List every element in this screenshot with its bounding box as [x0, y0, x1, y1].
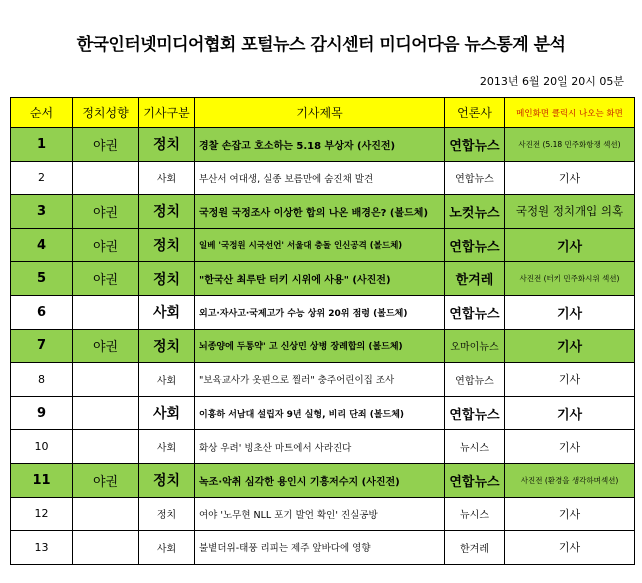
cell-headline: 경찰 손잡고 호소하는 5.18 부상자 (사진전)	[195, 128, 445, 162]
table-row	[11, 497, 635, 531]
cell-screen: 사진전 (환경을 생각하며섹션)	[505, 463, 635, 497]
cell-order: 12	[11, 497, 73, 531]
cell-headline: 불볕더위-태풍 리피는 제주 앞바다에 영향	[195, 531, 445, 565]
report-date: 2013년 6월 20일 20시 05분	[479, 75, 624, 88]
cell-order: 11	[11, 463, 73, 497]
cell-press: 연합뉴스	[445, 228, 505, 262]
cell-press: 한겨레	[445, 262, 505, 296]
cell-screen: 기사	[505, 497, 635, 531]
cell-screen: 기사	[505, 161, 635, 195]
header-screen: 메인화면 클릭시 나오는 화면	[505, 98, 635, 128]
cell-headline: 국정원 국정조사 이상한 합의 나온 배경은? (볼드체)	[195, 195, 445, 229]
cell-press: 뉴시스	[445, 497, 505, 531]
cell-political	[73, 430, 139, 464]
cell-headline: 뇌종양에 두통약' 고 신상민 상병 장례합의 (볼드체)	[195, 329, 445, 363]
cell-category: 사회	[139, 363, 195, 397]
table-row	[11, 295, 635, 329]
cell-headline: 일베 '국정원 시국선언' 서울대 충돌 인신공격 (볼드체)	[195, 228, 445, 262]
table-row	[11, 463, 635, 497]
table-row	[11, 430, 635, 464]
cell-order: 8	[11, 363, 73, 397]
cell-screen: 기사	[505, 430, 635, 464]
cell-category: 정치	[139, 262, 195, 296]
cell-political	[73, 396, 139, 430]
cell-order: 10	[11, 430, 73, 464]
cell-category: 정치	[139, 497, 195, 531]
table-row	[11, 228, 635, 262]
table-row	[11, 363, 635, 397]
cell-political	[73, 161, 139, 195]
table-row	[11, 161, 635, 195]
cell-screen: 기사	[505, 363, 635, 397]
table-row	[11, 531, 635, 565]
cell-headline: 부산서 여대생, 실종 보름만에 숨진채 발견	[195, 161, 445, 195]
cell-category: 사회	[139, 295, 195, 329]
cell-order: 6	[11, 295, 73, 329]
cell-screen: 기사	[505, 396, 635, 430]
cell-headline: "한국산 최루탄 터키 시위에 사용" (사진전)	[195, 262, 445, 296]
table-row	[11, 396, 635, 430]
cell-headline: 이흥하 서남대 설립자 9년 실형, 비리 단죄 (볼드체)	[195, 396, 445, 430]
cell-order: 3	[11, 195, 73, 229]
header-political: 정치성향	[73, 98, 139, 128]
cell-political: 야권	[73, 262, 139, 296]
cell-headline: 녹조·악취 심각한 용인시 기흥저수지 (사진전)	[195, 463, 445, 497]
cell-political	[73, 531, 139, 565]
table-row	[11, 262, 635, 296]
news-stats-table	[10, 97, 635, 565]
cell-category: 정치	[139, 463, 195, 497]
cell-order: 7	[11, 329, 73, 363]
cell-press: 연합뉴스	[445, 161, 505, 195]
table-row	[11, 195, 635, 229]
cell-press: 오마이뉴스	[445, 329, 505, 363]
cell-headline: 화상 우려' 빙초산 마트에서 사라진다	[195, 430, 445, 464]
cell-political: 야권	[73, 195, 139, 229]
table-header-row	[11, 98, 635, 128]
cell-order: 4	[11, 228, 73, 262]
cell-press: 연합뉴스	[445, 363, 505, 397]
cell-political: 야권	[73, 228, 139, 262]
cell-press: 연합뉴스	[445, 128, 505, 162]
cell-screen: 사진전 (5.18 민주화항쟁 섹션)	[505, 128, 635, 162]
cell-political: 야권	[73, 128, 139, 162]
cell-category: 정치	[139, 195, 195, 229]
page-title: 한국인터넷미디어협회 포털뉴스 감시센터 미디어다음 뉴스통계 분석	[76, 35, 566, 55]
cell-screen: 기사	[505, 295, 635, 329]
cell-category: 사회	[139, 531, 195, 565]
cell-political	[73, 497, 139, 531]
header-order: 순서	[11, 98, 73, 128]
cell-press: 한겨레	[445, 531, 505, 565]
cell-headline: 외고·자사고·국제고가 수능 상위 20위 점령 (볼드체)	[195, 295, 445, 329]
cell-political	[73, 295, 139, 329]
cell-category: 사회	[139, 161, 195, 195]
header-press: 언론사	[445, 98, 505, 128]
cell-headline: 여야 '노무현 NLL 포기 발언 확인' 진실공방	[195, 497, 445, 531]
cell-screen: 국정원 정치개입 의혹	[505, 195, 635, 229]
cell-screen: 기사	[505, 531, 635, 565]
cell-press: 뉴시스	[445, 430, 505, 464]
cell-press: 연합뉴스	[445, 295, 505, 329]
cell-category: 정치	[139, 329, 195, 363]
cell-press: 연합뉴스	[445, 396, 505, 430]
cell-category: 정치	[139, 128, 195, 162]
cell-political	[73, 363, 139, 397]
cell-headline: "보육교사가 옷핀으로 찔러" 충주어린이집 조사	[195, 363, 445, 397]
cell-category: 정치	[139, 228, 195, 262]
cell-screen: 기사	[505, 329, 635, 363]
cell-order: 13	[11, 531, 73, 565]
table-row	[11, 128, 635, 162]
cell-order: 9	[11, 396, 73, 430]
cell-order: 1	[11, 128, 73, 162]
header-headline: 기사제목	[195, 98, 445, 128]
cell-category: 사회	[139, 430, 195, 464]
cell-category: 사회	[139, 396, 195, 430]
table-row	[11, 329, 635, 363]
cell-press: 연합뉴스	[445, 463, 505, 497]
cell-order: 2	[11, 161, 73, 195]
cell-political: 야권	[73, 463, 139, 497]
cell-press: 노컷뉴스	[445, 195, 505, 229]
cell-screen: 기사	[505, 228, 635, 262]
header-category: 기사구분	[139, 98, 195, 128]
cell-screen: 사진전 (터키 민주화시위 섹션)	[505, 262, 635, 296]
cell-political: 야권	[73, 329, 139, 363]
cell-order: 5	[11, 262, 73, 296]
